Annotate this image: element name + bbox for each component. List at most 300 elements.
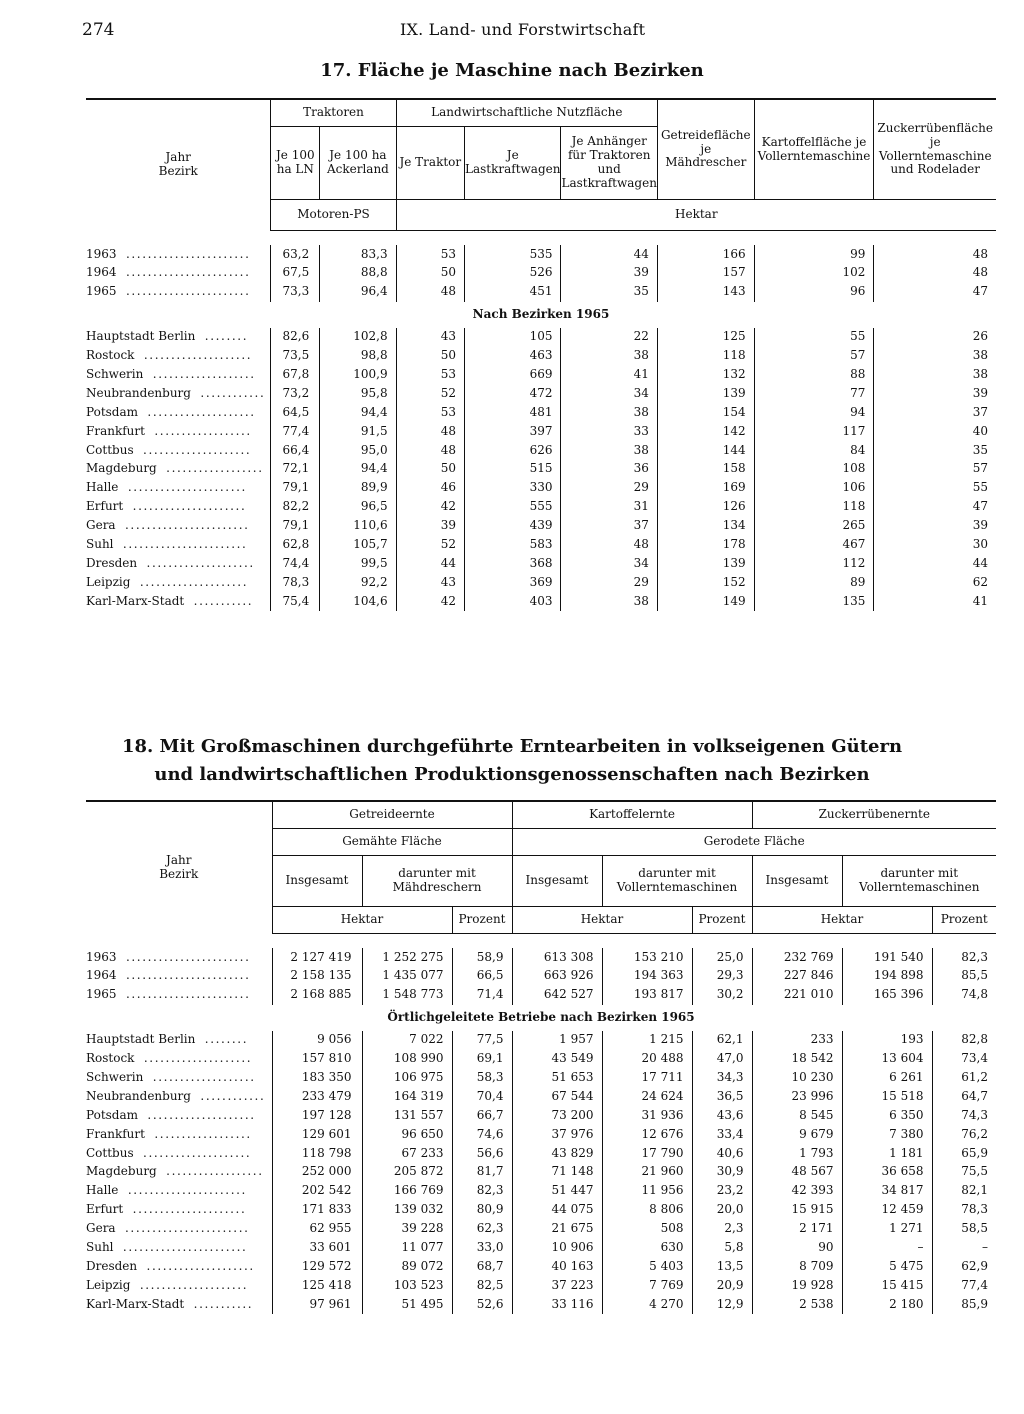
value-cell: 24 624 bbox=[602, 1087, 692, 1106]
value-cell: 30,9 bbox=[692, 1163, 752, 1182]
value-cell: 43 549 bbox=[512, 1050, 602, 1069]
table-row-year bbox=[86, 245, 996, 264]
value-cell: 67 233 bbox=[362, 1144, 452, 1163]
value-cell: 91,5 bbox=[320, 422, 396, 441]
value-cell: 48 bbox=[561, 535, 657, 554]
value-cell: 40 163 bbox=[512, 1257, 602, 1276]
value-cell: 17 790 bbox=[602, 1144, 692, 1163]
value-cell: 43 829 bbox=[512, 1144, 602, 1163]
row-label-text: Neubrandenburg bbox=[86, 1088, 191, 1103]
value-cell: 451 bbox=[465, 283, 561, 302]
spacer-row bbox=[86, 934, 996, 949]
col-je-traktor: Je Traktor bbox=[396, 127, 464, 200]
value-cell: 36 658 bbox=[842, 1163, 932, 1182]
value-cell: 166 bbox=[657, 245, 754, 264]
col-kartoffel-insgesamt: Insgesamt bbox=[512, 856, 602, 907]
value-cell: 439 bbox=[465, 517, 561, 536]
value-cell: 10 906 bbox=[512, 1238, 602, 1257]
value-cell: 63,2 bbox=[271, 245, 320, 264]
value-cell: 30,2 bbox=[692, 986, 752, 1005]
value-cell: 34 817 bbox=[842, 1182, 932, 1201]
leader-dots: ............ bbox=[194, 1088, 266, 1103]
value-cell: 6 261 bbox=[842, 1068, 932, 1087]
value-cell: 104,6 bbox=[320, 592, 396, 611]
row-label-text: Rostock bbox=[86, 1051, 135, 1066]
value-cell: 75,4 bbox=[271, 592, 320, 611]
value-cell: 94,4 bbox=[320, 403, 396, 422]
value-cell: 90 bbox=[752, 1238, 842, 1257]
leader-dots: ................... bbox=[147, 1070, 256, 1084]
value-cell: 67 544 bbox=[512, 1087, 602, 1106]
value-cell: 66,7 bbox=[452, 1106, 512, 1125]
value-cell: 613 308 bbox=[512, 948, 602, 967]
leader-dots: .................... bbox=[142, 1107, 256, 1122]
value-cell: 8 545 bbox=[752, 1106, 842, 1125]
row-label-text: Leipzig bbox=[86, 1277, 131, 1292]
value-cell: 85,5 bbox=[932, 967, 996, 986]
value-cell: 53 bbox=[396, 403, 464, 422]
leader-dots: ...................... bbox=[122, 480, 247, 495]
value-cell: – bbox=[932, 1238, 996, 1257]
value-cell: 69,1 bbox=[452, 1050, 512, 1069]
value-cell: 2 127 419 bbox=[272, 948, 362, 967]
value-cell: 108 990 bbox=[362, 1050, 452, 1069]
row-label bbox=[86, 1050, 272, 1069]
leader-dots: .................. bbox=[148, 423, 252, 438]
table-row-year bbox=[86, 264, 996, 283]
table-row-district bbox=[86, 460, 996, 479]
row-label-text: Neubrandenburg bbox=[86, 385, 191, 400]
row-label-text: Cottbus bbox=[86, 442, 134, 457]
value-cell: 82,6 bbox=[271, 328, 320, 347]
value-cell: 10 230 bbox=[752, 1068, 842, 1087]
leader-dots: .................. bbox=[160, 461, 264, 476]
value-cell: 40,6 bbox=[692, 1144, 752, 1163]
value-cell: 83,3 bbox=[320, 245, 396, 264]
value-cell: 48 bbox=[874, 245, 996, 264]
value-cell: 37 976 bbox=[512, 1125, 602, 1144]
value-cell: 205 872 bbox=[362, 1163, 452, 1182]
value-cell: 5,8 bbox=[692, 1238, 752, 1257]
value-cell: 129 601 bbox=[272, 1125, 362, 1144]
row-label-text: Hauptstadt Berlin bbox=[86, 1032, 196, 1047]
group-getreideernte: Getreideernte bbox=[272, 801, 512, 829]
value-cell: 20,0 bbox=[692, 1201, 752, 1220]
value-cell: 106 bbox=[754, 479, 874, 498]
value-cell: 15 915 bbox=[752, 1201, 842, 1220]
value-cell: 95,8 bbox=[320, 384, 396, 403]
value-cell: 33,0 bbox=[452, 1238, 512, 1257]
table-18-title-line2: und landwirtschaftlichen Produktionsgenossenschaften nach Bezirken bbox=[154, 764, 870, 785]
leader-dots: .................... bbox=[138, 348, 253, 363]
value-cell: 43 bbox=[396, 328, 464, 347]
value-cell: 36 bbox=[561, 460, 657, 479]
table-row-district bbox=[86, 347, 996, 366]
value-cell: 9 056 bbox=[272, 1031, 362, 1050]
value-cell: 89 072 bbox=[362, 1257, 452, 1276]
value-cell: 2 168 885 bbox=[272, 986, 362, 1005]
value-cell: 403 bbox=[465, 592, 561, 611]
value-cell: 35 bbox=[874, 441, 996, 460]
table-row-district bbox=[86, 535, 996, 554]
value-cell: 9 679 bbox=[752, 1125, 842, 1144]
value-cell: 1 957 bbox=[512, 1031, 602, 1050]
value-cell: – bbox=[842, 1238, 932, 1257]
value-cell: 526 bbox=[465, 264, 561, 283]
value-cell: 57 bbox=[874, 460, 996, 479]
value-cell: 57 bbox=[754, 347, 874, 366]
value-cell: 131 557 bbox=[362, 1106, 452, 1125]
value-cell: 164 319 bbox=[362, 1087, 452, 1106]
value-cell: 22 bbox=[561, 328, 657, 347]
value-cell: 23,2 bbox=[692, 1182, 752, 1201]
value-cell: 82,1 bbox=[932, 1182, 996, 1201]
value-cell: 118 bbox=[754, 498, 874, 517]
stub-header-bezirk: Bezirk bbox=[159, 866, 199, 881]
row-label bbox=[86, 422, 271, 441]
stub-header-jahr: Jahr bbox=[165, 150, 191, 165]
section-heading: Nach Bezirken 1965 bbox=[472, 306, 610, 321]
value-cell: 38 bbox=[874, 365, 996, 384]
unit-motoren-ps: Motoren-PS bbox=[271, 200, 396, 231]
value-cell: 80,9 bbox=[452, 1201, 512, 1220]
value-cell: 44 bbox=[561, 245, 657, 264]
value-cell: 99,5 bbox=[320, 554, 396, 573]
value-cell: 39 bbox=[396, 517, 464, 536]
value-cell: 42 bbox=[396, 592, 464, 611]
value-cell: 106 975 bbox=[362, 1068, 452, 1087]
value-cell: 663 926 bbox=[512, 967, 602, 986]
stub-header-bezirk: Bezirk bbox=[158, 164, 198, 179]
section-heading: Örtlichgeleitete Betriebe nach Bezirken 1965 bbox=[387, 1009, 695, 1024]
value-cell: 194 898 bbox=[842, 967, 932, 986]
value-cell: 368 bbox=[465, 554, 561, 573]
value-cell: 12,9 bbox=[692, 1295, 752, 1314]
value-cell: 5 475 bbox=[842, 1257, 932, 1276]
value-cell: 62,3 bbox=[452, 1220, 512, 1239]
value-cell: 135 bbox=[754, 592, 874, 611]
unit-prozent-kartoffel: Prozent bbox=[692, 907, 752, 934]
value-cell: 129 572 bbox=[272, 1257, 362, 1276]
value-cell: 191 540 bbox=[842, 948, 932, 967]
value-cell: 36,5 bbox=[692, 1087, 752, 1106]
leader-dots: ....................... bbox=[120, 949, 251, 964]
value-cell: 5 403 bbox=[602, 1257, 692, 1276]
col-je-lastkraftwagen: Je Lastkraftwagen bbox=[465, 127, 561, 200]
value-cell: 34 bbox=[561, 384, 657, 403]
table-row-district bbox=[86, 1238, 996, 1257]
leader-dots: ............ bbox=[194, 385, 266, 400]
row-label-text: Potsdam bbox=[86, 1107, 139, 1122]
value-cell: 33 601 bbox=[272, 1238, 362, 1257]
table-row-district bbox=[86, 573, 996, 592]
value-cell: 23 996 bbox=[752, 1087, 842, 1106]
table-row-district bbox=[86, 1182, 996, 1201]
row-label bbox=[86, 535, 271, 554]
value-cell: 1 435 077 bbox=[362, 967, 452, 986]
value-cell: 118 798 bbox=[272, 1144, 362, 1163]
row-label bbox=[86, 245, 271, 264]
value-cell: 64,5 bbox=[271, 403, 320, 422]
value-cell: 4 270 bbox=[602, 1295, 692, 1314]
value-cell: 42 bbox=[396, 498, 464, 517]
row-label-text: Frankfurt bbox=[86, 1126, 145, 1141]
value-cell: 99 bbox=[754, 245, 874, 264]
table-row-district bbox=[86, 1163, 996, 1182]
row-label-text: Frankfurt bbox=[86, 423, 145, 438]
value-cell: 38 bbox=[874, 347, 996, 366]
value-cell: 12 676 bbox=[602, 1125, 692, 1144]
table-row-district bbox=[86, 1068, 996, 1087]
row-label bbox=[86, 347, 271, 366]
value-cell: 51 495 bbox=[362, 1295, 452, 1314]
table-row-district bbox=[86, 1125, 996, 1144]
value-cell: 153 210 bbox=[602, 948, 692, 967]
table-17 bbox=[86, 98, 996, 611]
table-row-district bbox=[86, 1201, 996, 1220]
value-cell: 82,3 bbox=[452, 1182, 512, 1201]
value-cell: 142 bbox=[657, 422, 754, 441]
value-cell: 535 bbox=[465, 245, 561, 264]
row-label bbox=[86, 1106, 272, 1125]
value-cell: 67,5 bbox=[271, 264, 320, 283]
value-cell: 47 bbox=[874, 283, 996, 302]
value-cell: 84 bbox=[754, 441, 874, 460]
leader-dots: .................... bbox=[137, 1145, 252, 1160]
value-cell: 70,4 bbox=[452, 1087, 512, 1106]
value-cell: 82,5 bbox=[452, 1276, 512, 1295]
table-row-district bbox=[86, 1276, 996, 1295]
row-label-text: Erfurt bbox=[86, 1202, 124, 1217]
value-cell: 53 bbox=[396, 245, 464, 264]
col-zucker-vollernte: darunter mit Vollerntemaschinen bbox=[842, 856, 996, 907]
value-cell: 139 032 bbox=[362, 1201, 452, 1220]
value-cell: 21 675 bbox=[512, 1220, 602, 1239]
leader-dots: ...................... bbox=[122, 1183, 247, 1198]
section-row bbox=[86, 302, 996, 328]
row-label bbox=[86, 1238, 272, 1257]
value-cell: 1 181 bbox=[842, 1144, 932, 1163]
value-cell: 29,3 bbox=[692, 967, 752, 986]
row-label-text: Halle bbox=[86, 1183, 119, 1198]
value-cell: 252 000 bbox=[272, 1163, 362, 1182]
value-cell: 117 bbox=[754, 422, 874, 441]
row-label bbox=[86, 365, 271, 384]
leader-dots: ....................... bbox=[119, 518, 250, 533]
value-cell: 77,5 bbox=[452, 1031, 512, 1050]
value-cell: 397 bbox=[465, 422, 561, 441]
value-cell: 227 846 bbox=[752, 967, 842, 986]
value-cell: 2 158 135 bbox=[272, 967, 362, 986]
value-cell: 62,8 bbox=[271, 535, 320, 554]
value-cell: 8 709 bbox=[752, 1257, 842, 1276]
leader-dots: .................... bbox=[134, 1277, 249, 1292]
row-label-text: Karl-Marx-Stadt bbox=[86, 1296, 185, 1311]
row-label-text: Karl-Marx-Stadt bbox=[86, 593, 185, 608]
row-label-text: Schwerin bbox=[86, 1070, 144, 1084]
row-label-text: Erfurt bbox=[86, 499, 124, 514]
value-cell: 2 538 bbox=[752, 1295, 842, 1314]
value-cell: 555 bbox=[465, 498, 561, 517]
leader-dots: ................... bbox=[147, 367, 256, 381]
value-cell: 13,5 bbox=[692, 1257, 752, 1276]
value-cell: 41 bbox=[874, 592, 996, 611]
col-je-100ha-ln: Je 100 ha LN bbox=[271, 127, 320, 200]
value-cell: 85,9 bbox=[932, 1295, 996, 1314]
row-label-text: 1965 bbox=[86, 987, 117, 1002]
col-je-100ha-ackerland: Je 100 ha Ackerland bbox=[320, 127, 396, 200]
value-cell: 134 bbox=[657, 517, 754, 536]
value-cell: 71 148 bbox=[512, 1163, 602, 1182]
value-cell: 53 bbox=[396, 365, 464, 384]
value-cell: 79,1 bbox=[271, 479, 320, 498]
value-cell: 105,7 bbox=[320, 535, 396, 554]
leader-dots: ....................... bbox=[120, 987, 251, 1002]
leader-dots: .................... bbox=[138, 1051, 253, 1066]
value-cell: 35 bbox=[561, 283, 657, 302]
value-cell: 33,4 bbox=[692, 1125, 752, 1144]
value-cell: 126 bbox=[657, 498, 754, 517]
value-cell: 37 bbox=[874, 403, 996, 422]
row-label-text: Schwerin bbox=[86, 367, 144, 381]
value-cell: 7 380 bbox=[842, 1125, 932, 1144]
running-head: IX. Land- und Forstwirtschaft bbox=[400, 20, 646, 39]
value-cell: 48 bbox=[874, 264, 996, 283]
value-cell: 369 bbox=[465, 573, 561, 592]
row-label bbox=[86, 1257, 272, 1276]
row-label-text: Magdeburg bbox=[86, 1164, 157, 1179]
value-cell: 139 bbox=[657, 554, 754, 573]
value-cell: 26 bbox=[874, 328, 996, 347]
leader-dots: ....................... bbox=[117, 1240, 248, 1255]
value-cell: 157 bbox=[657, 264, 754, 283]
value-cell: 157 810 bbox=[272, 1050, 362, 1069]
value-cell: 43,6 bbox=[692, 1106, 752, 1125]
col-getreide-maehdrescher: darunter mit Mähdreschern bbox=[362, 856, 512, 907]
value-cell: 78,3 bbox=[271, 573, 320, 592]
row-label bbox=[86, 460, 271, 479]
leader-dots: ....................... bbox=[117, 537, 248, 552]
value-cell: 88 bbox=[754, 365, 874, 384]
row-label-text: 1965 bbox=[86, 284, 117, 299]
value-cell: 2 180 bbox=[842, 1295, 932, 1314]
value-cell: 19 928 bbox=[752, 1276, 842, 1295]
value-cell: 193 bbox=[842, 1031, 932, 1050]
value-cell: 74,4 bbox=[271, 554, 320, 573]
value-cell: 149 bbox=[657, 592, 754, 611]
value-cell: 96 bbox=[754, 283, 874, 302]
value-cell: 1 215 bbox=[602, 1031, 692, 1050]
value-cell: 100,9 bbox=[320, 365, 396, 384]
value-cell: 7 022 bbox=[362, 1031, 452, 1050]
table-18-title-line1: 18. Mit Großmaschinen durchgeführte Erntearbeiten in volkseigenen Gütern bbox=[121, 736, 903, 757]
value-cell: 112 bbox=[754, 554, 874, 573]
group-traktoren: Traktoren bbox=[271, 99, 396, 127]
value-cell: 8 806 bbox=[602, 1201, 692, 1220]
value-cell: 30 bbox=[874, 535, 996, 554]
value-cell: 472 bbox=[465, 384, 561, 403]
value-cell: 178 bbox=[657, 535, 754, 554]
row-label-text: Gera bbox=[86, 1221, 116, 1236]
row-label-text: Hauptstadt Berlin bbox=[86, 329, 196, 344]
value-cell: 82,8 bbox=[932, 1031, 996, 1050]
value-cell: 6 350 bbox=[842, 1106, 932, 1125]
value-cell: 508 bbox=[602, 1220, 692, 1239]
value-cell: 74,8 bbox=[932, 986, 996, 1005]
value-cell: 78,3 bbox=[932, 1201, 996, 1220]
value-cell: 40 bbox=[874, 422, 996, 441]
value-cell: 105 bbox=[465, 328, 561, 347]
value-cell: 103 523 bbox=[362, 1276, 452, 1295]
leader-dots: ....................... bbox=[120, 265, 251, 280]
value-cell: 193 817 bbox=[602, 986, 692, 1005]
value-cell: 58,9 bbox=[452, 948, 512, 967]
unit-prozent-getreide: Prozent bbox=[452, 907, 512, 934]
value-cell: 642 527 bbox=[512, 986, 602, 1005]
table-row-district bbox=[86, 1257, 996, 1276]
value-cell: 92,2 bbox=[320, 573, 396, 592]
leader-dots: ........ bbox=[199, 329, 249, 344]
table-row-district bbox=[86, 328, 996, 347]
leader-dots: .................... bbox=[137, 442, 252, 457]
value-cell: 12 459 bbox=[842, 1201, 932, 1220]
row-label-text: 1964 bbox=[86, 265, 117, 280]
leader-dots: ........ bbox=[199, 1032, 249, 1047]
value-cell: 33 bbox=[561, 422, 657, 441]
leader-dots: .................... bbox=[141, 555, 255, 570]
value-cell: 18 542 bbox=[752, 1050, 842, 1069]
value-cell: 51 653 bbox=[512, 1068, 602, 1087]
row-label-text: 1963 bbox=[86, 246, 117, 261]
value-cell: 48 bbox=[396, 283, 464, 302]
value-cell: 34,3 bbox=[692, 1068, 752, 1087]
table-row-year bbox=[86, 283, 996, 302]
value-cell: 34 bbox=[561, 554, 657, 573]
row-label bbox=[86, 948, 272, 967]
value-cell: 139 bbox=[657, 384, 754, 403]
table-row-district bbox=[86, 1295, 996, 1314]
row-label bbox=[86, 1276, 272, 1295]
group-gemaehte-flaeche: Gemähte Fläche bbox=[272, 829, 512, 856]
table-17-title: 17. Fläche je Maschine nach Bezirken bbox=[320, 60, 704, 81]
value-cell: 13 604 bbox=[842, 1050, 932, 1069]
unit-hektar-zucker: Hektar bbox=[752, 907, 932, 934]
value-cell: 95,0 bbox=[320, 441, 396, 460]
group-gerodete-flaeche: Gerodete Fläche bbox=[512, 829, 996, 856]
value-cell: 669 bbox=[465, 365, 561, 384]
value-cell: 73,3 bbox=[271, 283, 320, 302]
table-row-district bbox=[86, 1106, 996, 1125]
value-cell: 94 bbox=[754, 403, 874, 422]
value-cell: 44 075 bbox=[512, 1201, 602, 1220]
row-label bbox=[86, 384, 271, 403]
table-row-district bbox=[86, 1031, 996, 1050]
value-cell: 39 228 bbox=[362, 1220, 452, 1239]
value-cell: 221 010 bbox=[752, 986, 842, 1005]
table-row-year bbox=[86, 967, 996, 986]
leader-dots: ..................... bbox=[127, 499, 247, 514]
value-cell: 46 bbox=[396, 479, 464, 498]
col-kartoffel-vollernte: darunter mit Vollerntemaschinen bbox=[602, 856, 752, 907]
row-label bbox=[86, 264, 271, 283]
spacer-row bbox=[86, 231, 996, 246]
value-cell: 165 396 bbox=[842, 986, 932, 1005]
value-cell: 265 bbox=[754, 517, 874, 536]
value-cell: 15 518 bbox=[842, 1087, 932, 1106]
row-label bbox=[86, 986, 272, 1005]
row-label bbox=[86, 1068, 272, 1087]
spacer-cell bbox=[86, 231, 996, 246]
